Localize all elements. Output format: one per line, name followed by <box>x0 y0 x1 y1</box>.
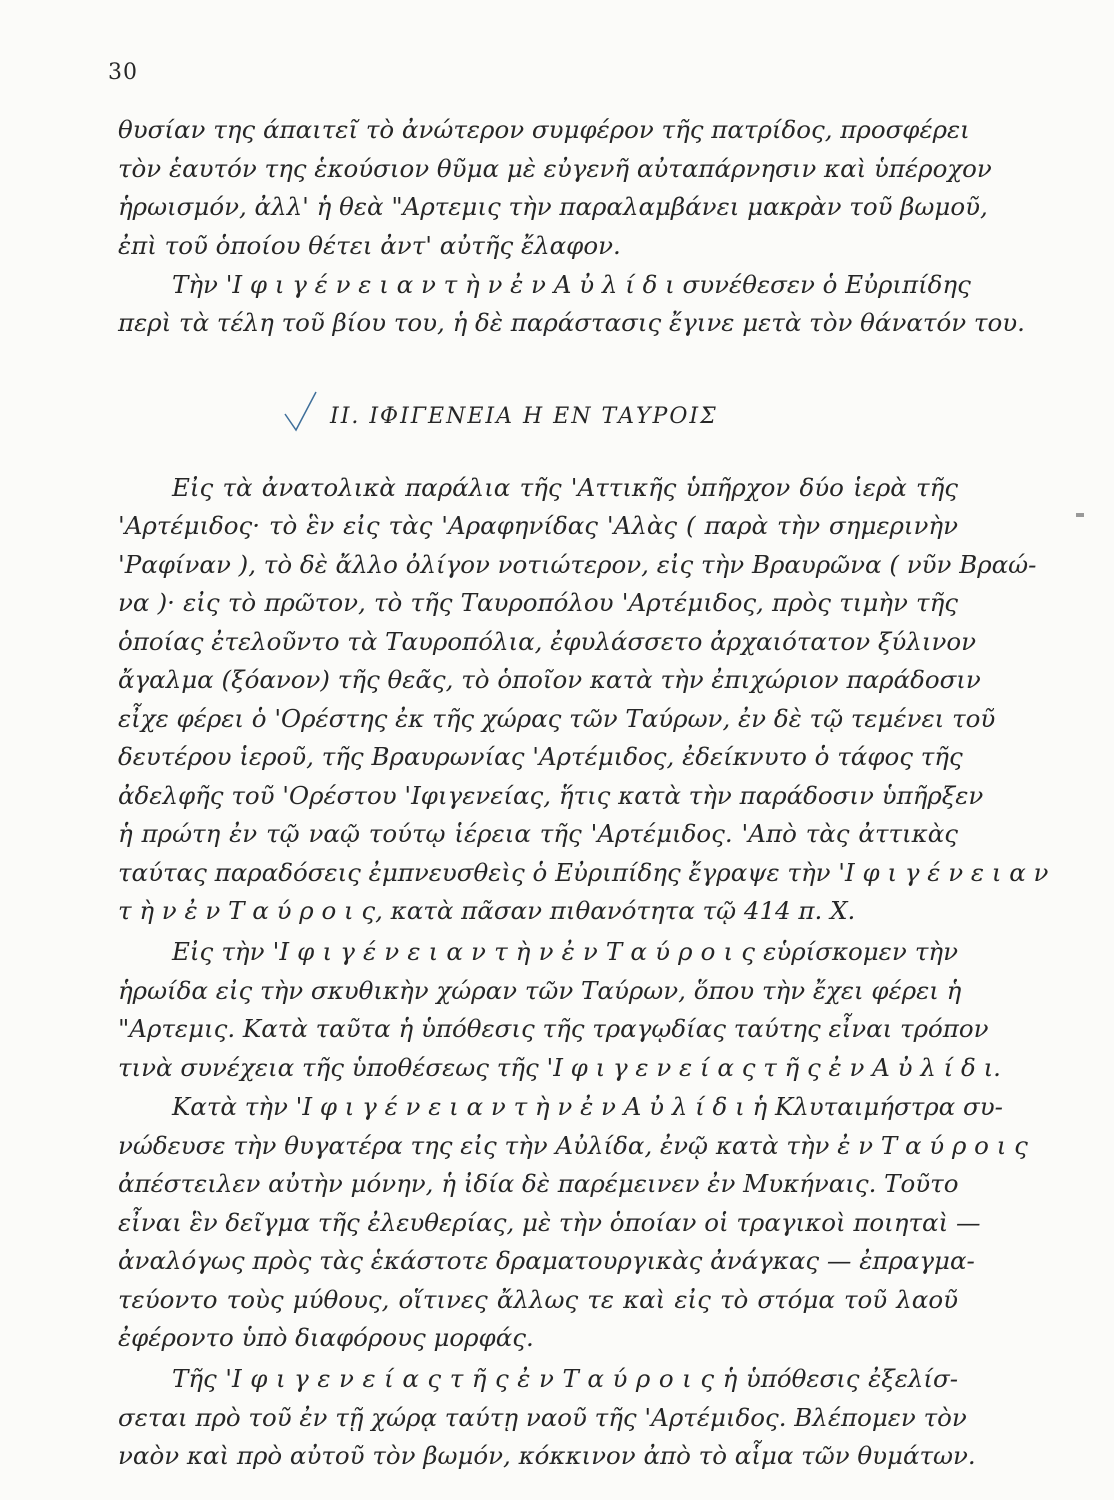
text-line: Τῆς 'Ι φ ι γ ε ν ε ί α ς τ ῆ ς ἐ ν Τ α ύ ρ ο ι ς ἡ ὑπόθεσις ἐξελίσ- <box>172 1364 958 1393</box>
text-line: δευτέρου ἱεροῦ, τῆς Βραυρωνίας 'Αρτέμιδος, ἐδείκνυτο ὁ τάφος τῆς <box>118 742 963 771</box>
text-line: Εἰς τὴν 'Ι φ ι γ έ ν ε ι α ν τ ὴ ν ἐ ν Τ α ύ ρ ο ι ς εὑρίσκομεν τὴν <box>172 937 958 966</box>
text-line: τινὰ συνέχεια τῆς ὑποθέσεως τῆς 'Ι φ ι γ ε ν ε ί α ς τ ῆ ς ἐ ν Α ὐ λ ί δ ι. <box>118 1053 1001 1082</box>
text-line: 'Αρτέμιδος· τὸ ἓν εἰς τὰς 'Αραφηνίδας 'Αλὰς ( παρὰ τὴν σημερινὴν <box>118 511 958 540</box>
text-line: θυσίαν της άπαιτεῖ τὸ ἀνώτερον συμφέρον τῆς πατρίδος, προσφέρει <box>118 115 970 144</box>
check-mark-icon <box>282 388 322 438</box>
text-line: ἀπέστειλεν αὐτὴν μόνην, ἡ ἰδία δὲ παρέμεινεν ἐν Μυκήναις. Τοῦτο <box>118 1169 959 1198</box>
text-line: σεται πρὸ τοῦ ἐν τῇ χώρᾳ ταύτῃ ναοῦ τῆς 'Αρτέμιδος. Βλέπομεν τὸν <box>118 1403 967 1432</box>
text-line: νώδευσε τὴν θυγατέρα της εἰς τὴν Αὐλίδα, ἐνῷ κατὰ τὴν ἐ ν Τ α ύ ρ ο ι ς <box>118 1131 1028 1160</box>
text-line: ταύτας παραδόσεις ἐμπνευσθεὶς ὁ Εὐριπίδης ἔγραψε τὴν 'Ι φ ι γ έ ν ε ι α ν <box>118 858 1049 887</box>
text-line: εἶχε φέρει ὁ 'Ορέστης ἐκ τῆς χώρας τῶν Ταύρων, ἐν δὲ τῷ τεμένει τοῦ <box>118 704 996 733</box>
text-line: ἐφέροντο ὑπὸ διαφόρους μορφάς. <box>118 1323 534 1352</box>
text-line: τ ὴ ν ἐ ν Τ α ύ ρ ο ι ς, κατὰ πᾶσαν πιθανότητα τῷ 414 π. Χ. <box>118 896 856 925</box>
text-line: ναὸν καὶ πρὸ αὐτοῦ τὸν βωμόν, κόκκινον ἀπὸ τὸ αἷμα τῶν θυμάτων. <box>118 1441 976 1470</box>
text-line: ἡρωίδα εἰς τὴν σκυθικὴν χώραν τῶν Ταύρων, ὅπου τὴν ἔχει φέρει ἡ <box>118 976 962 1005</box>
text-line: Εἰς τὰ ἀνατολικὰ παράλια τῆς 'Αττικῆς ὑπῆρχον δύο ἱερὰ τῆς <box>172 473 958 502</box>
text-line: Τὴν 'Ι φ ι γ έ ν ε ι α ν τ ὴ ν ἐ ν Α ὐ λ ί δ ι συνέθεσεν ὁ Εὐριπίδης <box>172 270 971 299</box>
text-line: "Αρτεμις. Κατὰ ταῦτα ἡ ὑπόθεσις τῆς τραγῳδίας ταύτης εἶναι τρόπον <box>118 1014 989 1043</box>
text-line: ἐπὶ τοῦ ὁποίου θέτει ἀντ' αὐτῆς ἔλαφον. <box>118 231 621 260</box>
text-line: εἶναι ἓν δεῖγμα τῆς ἐλευθερίας, μὲ τὴν ὁποίαν οἱ τραγικοὶ ποιηταὶ — <box>118 1208 981 1237</box>
margin-mark <box>1076 513 1084 517</box>
text-line: ἀναλόγως πρὸς τὰς ἑκάστοτε δραματουργικὰς ἀνάγκας — ἐπραγμα- <box>118 1246 975 1275</box>
text-line: περὶ τὰ τέλη τοῦ βίου του, ἡ δὲ παράστασις ἔγινε μετὰ τὸν θάνατόν του. <box>118 308 1025 337</box>
text-line: ἡρωισμόν, ἀλλ' ἡ θεὰ "Αρτεμις τὴν παραλαμβάνει μακρὰν τοῦ βωμοῦ, <box>118 192 988 221</box>
text-line: τεύοντο τοὺς μύθους, οἵτινες ἄλλως τε καὶ εἰς τὸ στόμα τοῦ λαοῦ <box>118 1285 958 1314</box>
text-line: ἀδελφῆς τοῦ 'Ορέστου 'Ιφιγενείας, ἥτις κατὰ τὴν παράδοσιν ὑπῆρξεν <box>118 781 984 810</box>
text-line: 'Ραφίναν ), τὸ δὲ ἄλλο ὀλίγον νοτιώτερον, εἰς τὴν Βραυρῶνα ( νῦν Βραώ- <box>118 550 1037 579</box>
text-line: να )· εἰς τὸ πρῶτον, τὸ τῆς Ταυροπόλου 'Αρτέμιδος, πρὸς τιμὴν τῆς <box>118 588 958 617</box>
section-heading: ΙΙ. ΙΦΙΓΕΝΕΙΑ Η ΕΝ ΤΑΥΡΟΙΣ <box>330 404 718 429</box>
text-line: τὸν ἑαυτόν της ἑκούσιον θῦμα μὲ εὐγενῆ αὐταπάρνησιν καὶ ὑπέροχον <box>118 154 992 183</box>
page-number: 30 <box>108 60 138 85</box>
text-line: Κατὰ τὴν 'Ι φ ι γ έ ν ε ι α ν τ ὴ ν ἐ ν Α ὐ λ ί δ ι ἡ Κλυταιμήστρα συ- <box>172 1092 1003 1121</box>
text-line: ὁποίας ἐτελοῦντο τὰ Ταυροπόλια, ἐφυλάσσετο ἀρχαιότατον ξύλινον <box>118 627 976 656</box>
text-line: ἡ πρώτη ἐν τῷ ναῷ τούτῳ ἱέρεια τῆς 'Αρτέμιδος. 'Απὸ τὰς ἀττικὰς <box>118 819 958 848</box>
text-line: ἄγαλμα (ξόανον) τῆς θεᾶς, τὸ ὁποῖον κατὰ τὴν ἐπιχώριον παράδοσιν <box>118 665 981 694</box>
